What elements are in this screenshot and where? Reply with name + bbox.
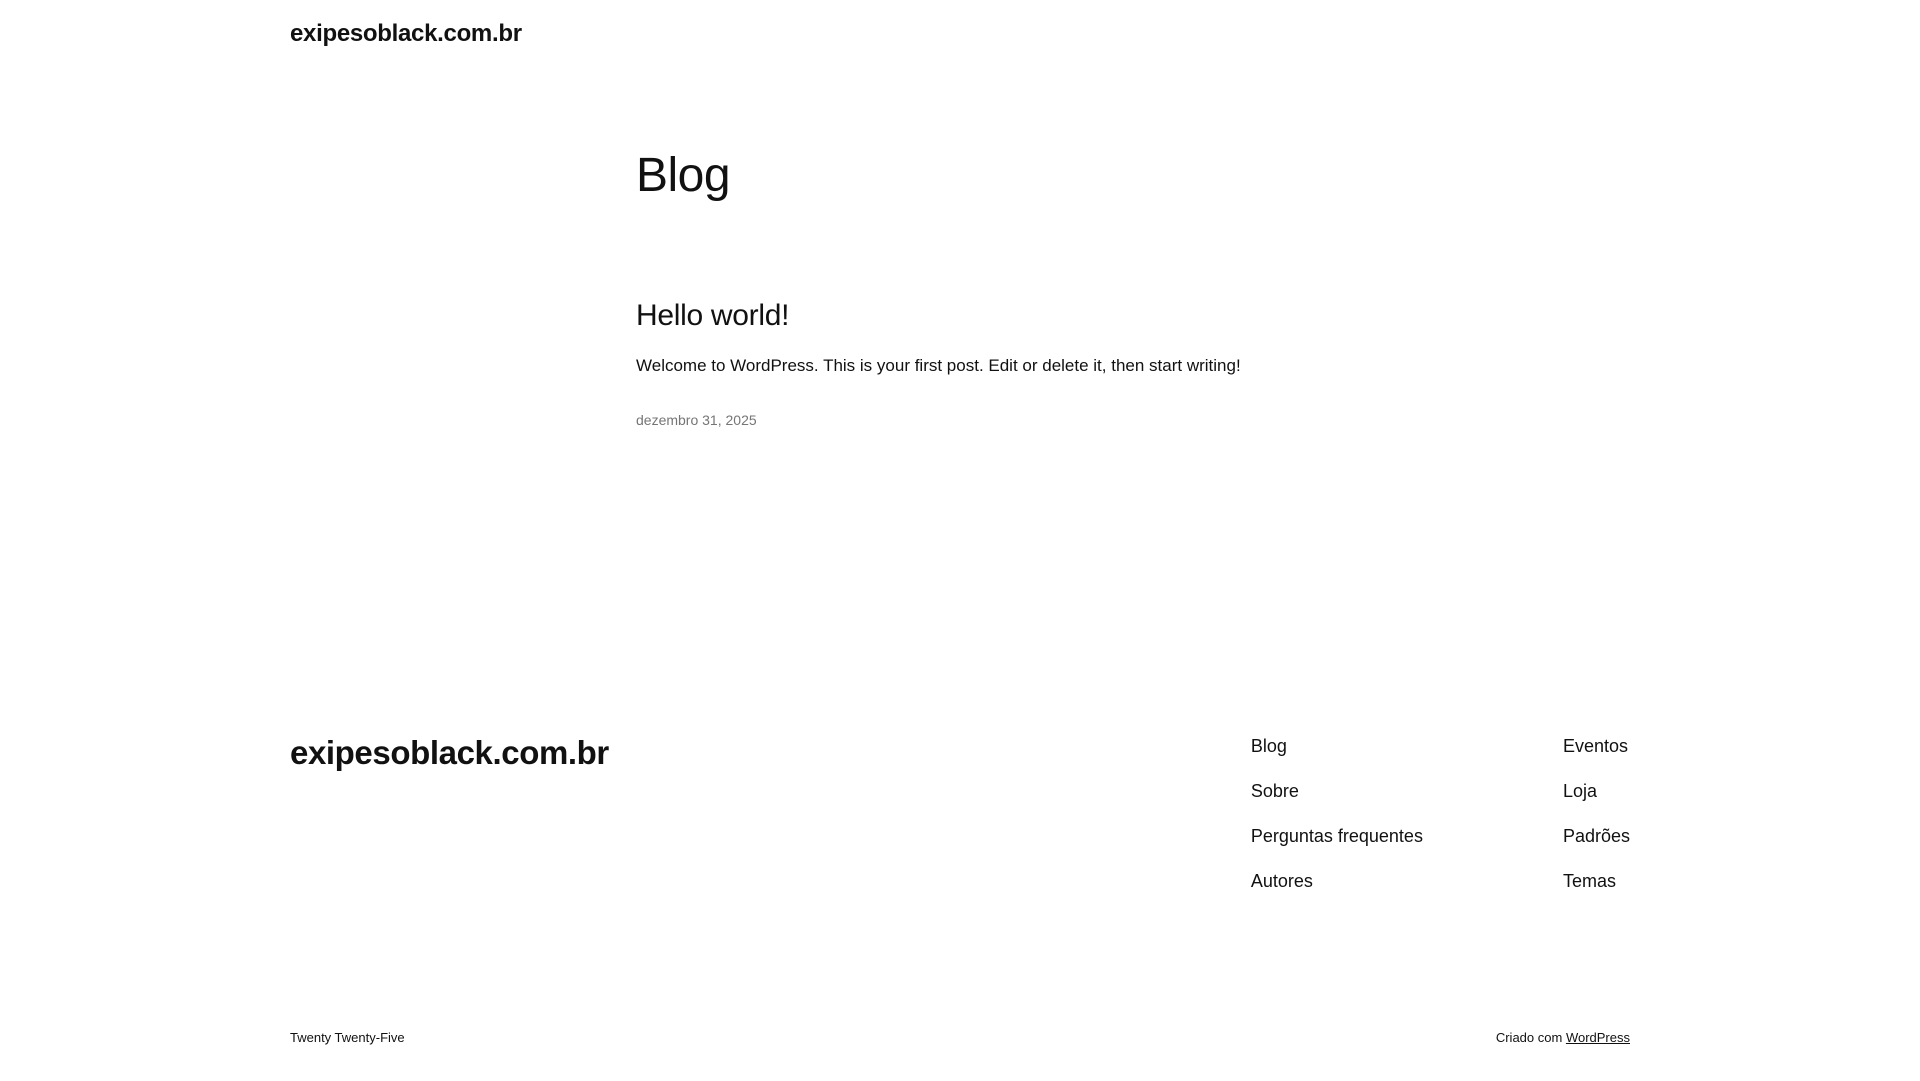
- footer-nav-column-2: [1563, 736, 1630, 892]
- footer-site-title-link[interactable]: exipesoblack.com.br: [290, 733, 609, 771]
- credit-prefix: Criado com: [1495, 1029, 1563, 1045]
- footer-nav-item-sobre[interactable]: Sobre: [1250, 780, 1299, 801]
- footer-top-row: [290, 733, 1630, 892]
- site-footer: [290, 733, 1630, 1081]
- main-content: [636, 148, 1284, 428]
- post-item: [636, 298, 1284, 428]
- page-title: Blog: [636, 149, 731, 202]
- footer-nav-item-blog[interactable]: Blog: [1250, 735, 1287, 756]
- theme-name: Twenty Twenty-Five: [290, 1029, 405, 1045]
- footer-nav: [1251, 733, 1630, 892]
- post-excerpt: Welcome to WordPress. This is your first post. Edit or delete it, then start writing!: [636, 356, 1241, 376]
- footer-nav-item-temas[interactable]: Temas: [1562, 870, 1616, 891]
- footer-nav-item-padroes[interactable]: Padrões: [1562, 825, 1630, 846]
- post-title: [636, 298, 1284, 334]
- header-site-title-link[interactable]: exipesoblack.com.br: [290, 20, 522, 47]
- footer-nav-item-loja[interactable]: Loja: [1562, 780, 1597, 801]
- wordpress-link[interactable]: WordPress: [1565, 1029, 1630, 1045]
- post-title-link[interactable]: Hello world!: [636, 299, 790, 333]
- footer-nav-item-perguntas-frequentes[interactable]: Perguntas frequentes: [1250, 825, 1423, 846]
- footer-nav-column-1: [1251, 736, 1423, 892]
- post-date: dezembro 31, 2025: [636, 411, 757, 428]
- footer-credit: [1496, 1030, 1630, 1045]
- footer-nav-item-autores[interactable]: Autores: [1250, 870, 1313, 891]
- footer-nav-item-eventos[interactable]: Eventos: [1562, 735, 1628, 756]
- site-header: [290, 0, 1630, 48]
- footer-bottom-row: [290, 1030, 1630, 1081]
